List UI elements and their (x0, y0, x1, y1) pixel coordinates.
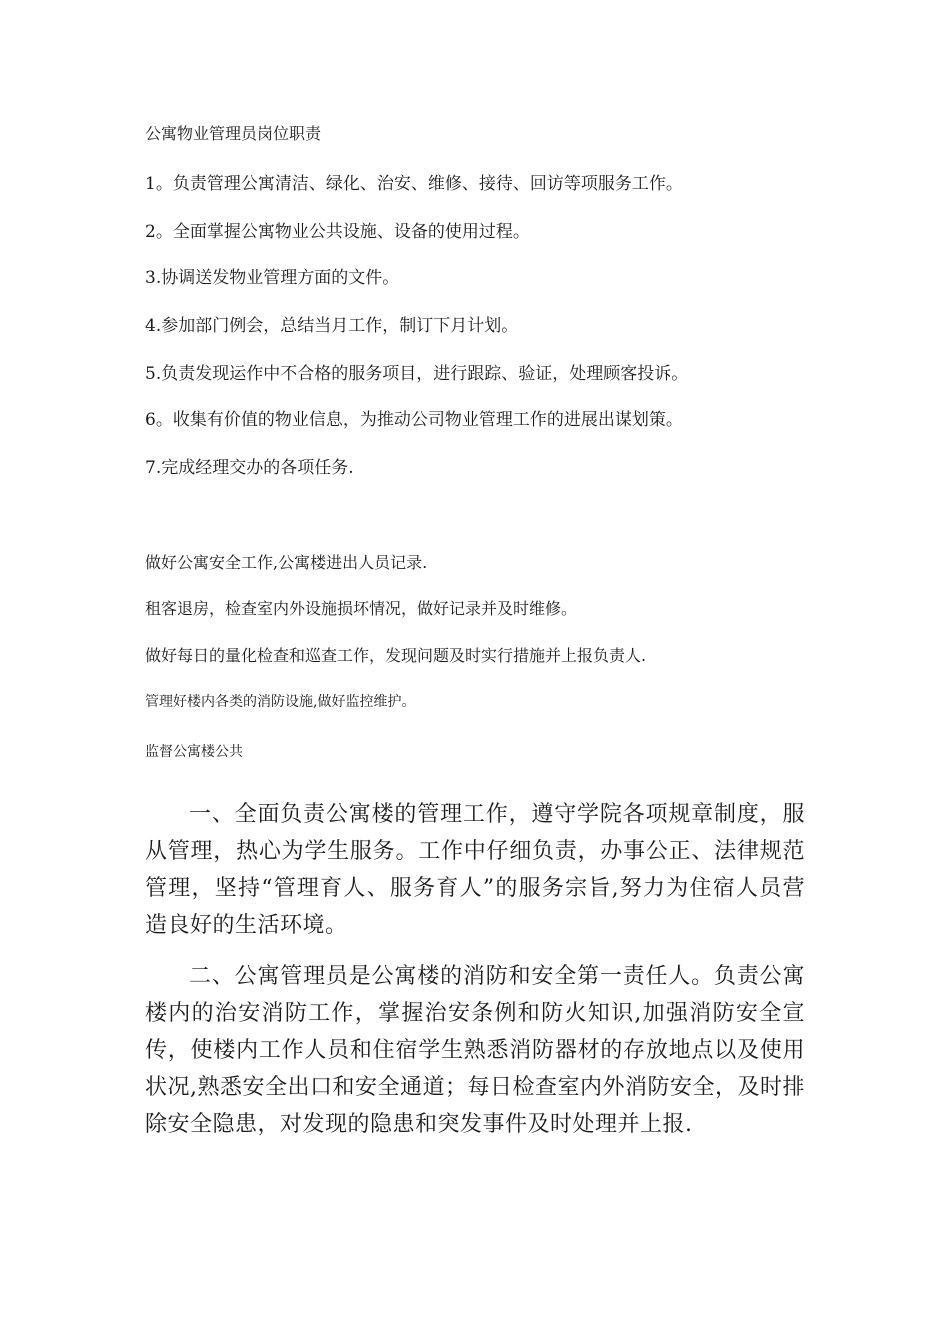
duty-item-3: 3.协调送发物业管理方面的文件。 (145, 268, 400, 288)
body-paragraph-1: 一、全面负责公寓楼的管理工作，遵守学院各项规章制度，服从管理，热心为学生服务。工作中仔细负责，办事公正、法律规范管理，坚持“管理育人、服务育人”的服务宗旨,努力为住宿人员营造良好的生活环境。 (145, 802, 805, 938)
task-item-2: 租客退房，检查室内外设施损坏情况，做好记录并及时维修。 (145, 599, 578, 618)
task-item-1: 做好公寓安全工作,公寓楼进出人员记录. (145, 553, 428, 572)
body-paragraph-2: 二、公寓管理员是公寓楼的消防和安全第一责任人。负责公寓楼内的治安消防工作，掌握治安条例和防火知识,加强消防安全宣传，使楼内工作人员和住宿学生熟悉消防器材的存放地点以及使用状况,熟悉安全出口和安全通道；每日检查室内外消防安全，及时排除安全隐患，对发现的隐患和突发事件及时处理并上报. (145, 964, 805, 1137)
duty-item-1: 1。负责管理公寓清洁、绿化、治安、维修、接待、回访等项服务工作。 (145, 174, 683, 194)
duty-item-4: 4.参加部门例会，总结当月工作，制订下月计划。 (145, 316, 519, 336)
duty-item-7: 7.完成经理交办的各项任务. (145, 458, 354, 478)
task-item-5: 监督公寓楼公共 (145, 744, 243, 760)
duty-item-5: 5.负责发现运作中不合格的服务项目，进行跟踪、验证，处理顾客投诉。 (145, 364, 689, 384)
duty-item-6: 6。收集有价值的物业信息，为推动公司物业管理工作的进展出谋划策。 (145, 410, 683, 430)
task-item-4: 管理好楼内各类的消防设施,做好监控维护。 (145, 694, 416, 710)
document-title: 公寓物业管理员岗位职责 (145, 124, 322, 143)
duty-item-2: 2。全面掌握公寓物业公共设施、设备的使用过程。 (145, 222, 530, 242)
task-item-3: 做好每日的量化检查和巡查工作，发现问题及时实行措施并上报负责人. (145, 646, 647, 665)
